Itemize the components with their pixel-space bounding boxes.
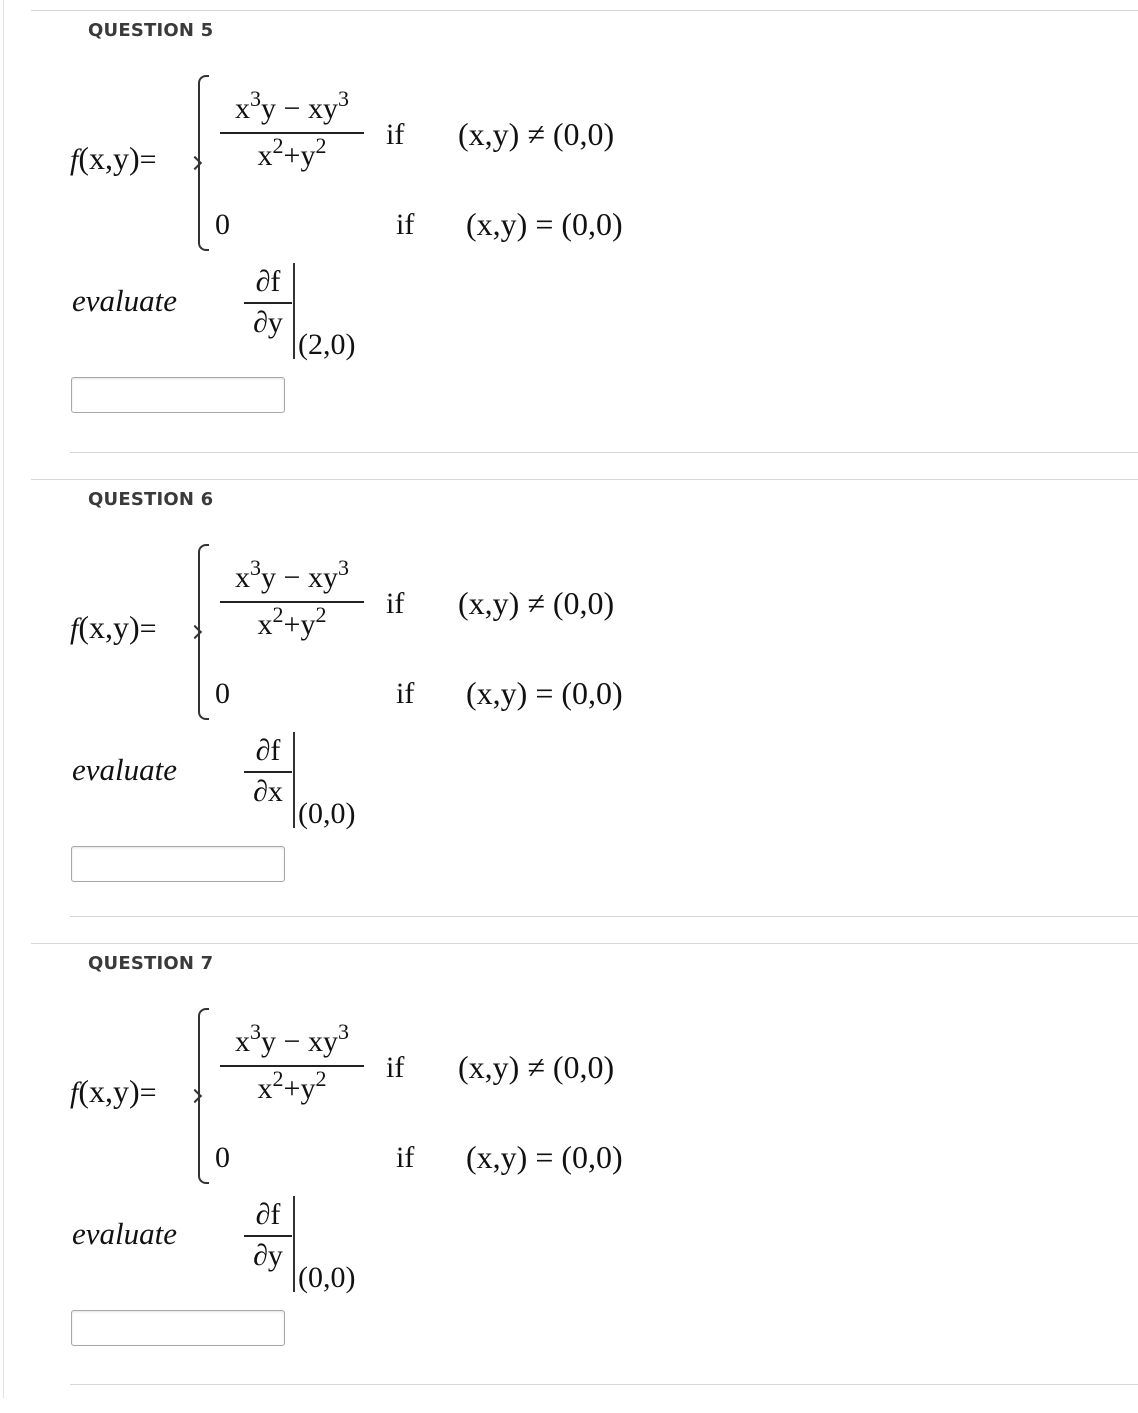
evaluation-point: (0,0) xyxy=(298,797,356,830)
denominator-rest: +y xyxy=(283,1072,316,1105)
evaluate-label: evaluate xyxy=(72,1216,178,1251)
case1-if: if xyxy=(386,1051,405,1084)
function-args: (x,y) xyxy=(78,140,140,176)
case1-condition: (x,y) ≠ (0,0) xyxy=(458,1049,615,1085)
equals-sign: = xyxy=(139,143,157,176)
denominator-x-exponent: 2 xyxy=(272,133,284,158)
case1-condition: (x,y) ≠ (0,0) xyxy=(458,116,615,152)
fraction-numerator xyxy=(220,1015,364,1065)
evaluation-point: (2,0) xyxy=(298,328,356,361)
question-title: QUESTION 5 xyxy=(88,20,214,41)
denominator-y-exponent: 2 xyxy=(315,602,327,627)
case2-condition: (x,y) = (0,0) xyxy=(466,206,623,242)
case2-condition: (x,y) = (0,0) xyxy=(466,675,623,711)
partial-derivative xyxy=(244,260,292,346)
case2-if: if xyxy=(396,208,415,241)
function-args: (x,y) xyxy=(78,609,140,645)
numerator-y-exponent: 3 xyxy=(337,86,349,111)
fraction-denominator xyxy=(220,134,364,184)
numerator-x: x xyxy=(235,561,251,594)
case2-value: 0 xyxy=(215,208,230,241)
fraction-denominator xyxy=(220,603,364,653)
question-5 xyxy=(0,10,1138,480)
equals-sign: = xyxy=(139,1076,157,1109)
case1-condition: (x,y) ≠ (0,0) xyxy=(458,585,615,621)
equals-sign: = xyxy=(139,612,157,645)
question-6 xyxy=(0,479,1138,949)
denominator-x-exponent: 2 xyxy=(272,1066,284,1091)
question-bottom-divider xyxy=(70,916,1138,917)
case2-if: if xyxy=(396,677,415,710)
derivative-numerator: ∂f xyxy=(255,1198,281,1231)
evaluation-bar xyxy=(293,1196,295,1292)
numerator-x-exponent: 3 xyxy=(250,555,262,580)
denominator-x: x xyxy=(257,608,273,641)
answer-input[interactable] xyxy=(71,377,285,413)
case2-if: if xyxy=(396,1141,415,1174)
denominator-x: x xyxy=(257,139,273,172)
evaluation-bar xyxy=(293,732,295,828)
question-7 xyxy=(0,943,1138,1413)
piecewise-fraction xyxy=(220,82,364,184)
evaluate-label: evaluate xyxy=(72,752,178,787)
derivative-denominator: ∂y xyxy=(253,306,283,339)
answer-input[interactable] xyxy=(71,1310,285,1346)
numerator-rest: y − xy xyxy=(261,92,338,125)
question-bottom-divider xyxy=(70,452,1138,453)
function-name: f xyxy=(70,143,79,176)
numerator-rest: y − xy xyxy=(261,561,338,594)
denominator-x: x xyxy=(257,1072,273,1105)
question-top-divider xyxy=(31,479,1138,480)
function-definition-lhs xyxy=(70,609,157,646)
partial-derivative xyxy=(244,729,292,815)
case2-value: 0 xyxy=(215,677,230,710)
answer-input[interactable] xyxy=(71,846,285,882)
numerator-x: x xyxy=(235,92,251,125)
numerator-y-exponent: 3 xyxy=(337,1019,349,1044)
case2-value: 0 xyxy=(215,1141,230,1174)
denominator-y-exponent: 2 xyxy=(315,1066,327,1091)
denominator-y-exponent: 2 xyxy=(315,133,327,158)
fraction-denominator xyxy=(220,1067,364,1117)
question-bottom-divider xyxy=(70,1384,1138,1385)
numerator-rest: y − xy xyxy=(261,1025,338,1058)
derivative-numerator: ∂f xyxy=(255,265,281,298)
question-top-divider xyxy=(31,10,1138,11)
numerator-x-exponent: 3 xyxy=(250,86,262,111)
question-title: QUESTION 6 xyxy=(88,489,214,510)
fraction-numerator xyxy=(220,82,364,132)
case2-condition: (x,y) = (0,0) xyxy=(466,1139,623,1175)
numerator-y-exponent: 3 xyxy=(337,555,349,580)
piecewise-fraction xyxy=(220,551,364,653)
case1-if: if xyxy=(386,587,405,620)
evaluate-label: evaluate xyxy=(72,283,178,318)
question-title: QUESTION 7 xyxy=(88,953,214,974)
function-name: f xyxy=(70,1076,79,1109)
case1-if: if xyxy=(386,118,405,151)
function-args: (x,y) xyxy=(78,1073,140,1109)
denominator-rest: +y xyxy=(283,139,316,172)
question-top-divider xyxy=(31,943,1138,944)
fraction-numerator xyxy=(220,551,364,601)
evaluation-bar xyxy=(293,263,295,359)
derivative-denominator: ∂y xyxy=(253,1239,283,1272)
piecewise-fraction xyxy=(220,1015,364,1117)
function-definition-lhs xyxy=(70,1073,157,1110)
denominator-x-exponent: 2 xyxy=(272,602,284,627)
function-definition-lhs xyxy=(70,140,157,177)
numerator-x: x xyxy=(235,1025,251,1058)
evaluation-point: (0,0) xyxy=(298,1261,356,1294)
derivative-numerator: ∂f xyxy=(255,734,281,767)
denominator-rest: +y xyxy=(283,608,316,641)
derivative-denominator: ∂x xyxy=(253,775,283,808)
numerator-x-exponent: 3 xyxy=(250,1019,262,1044)
partial-derivative xyxy=(244,1193,292,1279)
function-name: f xyxy=(70,612,79,645)
